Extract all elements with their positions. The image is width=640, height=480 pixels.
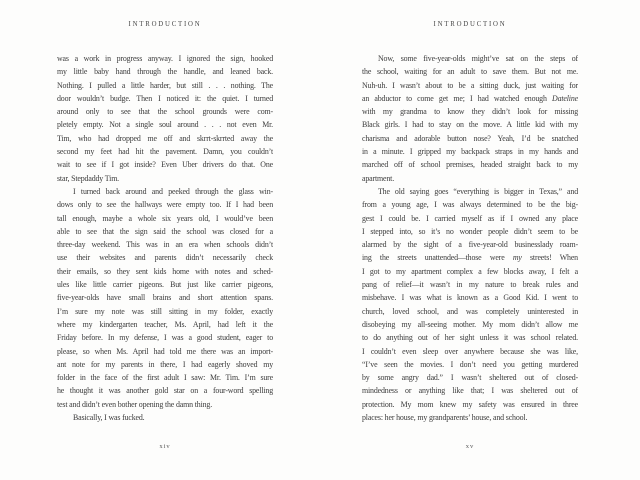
text-line: where my kindergarten teacher, Ms. April, had left it the	[57, 319, 273, 329]
text-line: Nothing. I pulled a little harder, but still . . . nothing. The	[57, 80, 273, 90]
text-line: by some angry dad.” I wasn’t sheltered out of closed-	[362, 373, 578, 383]
text-line: I turned back around and peeked through the glass win-	[73, 186, 273, 196]
text-line: ing the streets unattended—those were my streets! When	[362, 253, 578, 263]
body-text-column	[362, 52, 578, 424]
text-line: Nuh-uh. I wasn’t about to be a sitting duck, just waiting for	[362, 80, 578, 90]
text-line: second my feet had hit the pavement. Damn, you couldn’t	[57, 147, 273, 157]
text-line: with my grandma to know they didn’t look for missing	[362, 107, 578, 117]
text-line: misbehave. I was what is known as a Good Kid. I went to	[362, 293, 578, 303]
book-page-right	[320, 0, 640, 480]
text-line: I’m sure my note was still sitting in my folder, exactly	[57, 306, 273, 316]
text-line: I couldn’t even sleep over anywhere because she was like,	[362, 346, 578, 356]
text-line: alarmed by the sight of a five-year-old businesslady roam-	[362, 240, 578, 250]
text-line: Basically, I was fucked.	[73, 413, 145, 423]
text-line: an abductor to come get me; I had watched enough Dateline	[362, 93, 578, 103]
text-line: Tim, who had dropped me off and skrrt-skrrted away the	[57, 133, 273, 143]
text-line: the school, waiting for an adult to save them. But not me.	[362, 67, 578, 77]
text-line: around only to see that the school grounds were com-	[57, 107, 273, 117]
text-line: pletely empty. Not a single soul around . . . not even Mr.	[57, 120, 273, 130]
text-line: five-year-olds have small brains and short attention spans.	[57, 293, 273, 303]
text-line: Black girls. I had to stay on the move. A little kid with my	[362, 120, 578, 130]
text-line: wait to see if I got inside? Even Uber drivers do that. One	[57, 160, 273, 170]
text-line: ules like little carrier pigeons. But just like carrier pigeons,	[57, 280, 273, 290]
page-number: xv	[465, 443, 475, 450]
running-head: INTRODUCTION	[433, 21, 507, 28]
text-line: folder in the face of the first adult I saw: Mr. Tim. I’m sure	[57, 373, 273, 383]
text-line: The old saying goes “everything is bigger in Texas,” and	[378, 186, 578, 196]
text-line: tall enough, maybe a whole six years old, I would’ve been	[57, 213, 273, 223]
text-line: dows only to see the hallways were empty too. If I had been	[57, 200, 273, 210]
text-line: use their websites and parents didn’t necessarily check	[57, 253, 273, 263]
text-line: disobeying my all-seeing mother. My mom didn’t allow me	[362, 319, 578, 329]
text-line: pang of relief—it wasn’t in my nature to break rules and	[362, 280, 578, 290]
text-line: Now, some five-year-olds might’ve sat on the steps of	[378, 54, 578, 63]
text-line: please, so when Ms. April had told me there was an import-	[57, 346, 273, 356]
text-line: from a young age, I was always determined to be the big-	[362, 200, 578, 210]
text-line: able to see that the sign said the school was closed for a	[57, 226, 273, 236]
text-line: their emails, so they sent kids home with notes and sched-	[57, 266, 273, 276]
text-line: protection. My mom knew my safety was ensured in three	[362, 399, 578, 409]
text-line: Friday before. In my defense, I was a good student, eager to	[57, 333, 273, 343]
page-number: xiv	[159, 443, 171, 450]
text-line: in a minute. I gripped my backpack straps in my hands and	[362, 147, 578, 157]
text-line: gest I could be. I carried myself as if I owned any place	[362, 213, 578, 223]
text-line: charisma and adorable button nose? Yeah, I’d be snatched	[362, 133, 578, 143]
text-line: church, loved school, and was completely uninterested in	[362, 306, 578, 316]
text-line: my little baby hand through the handle, and leaned back.	[57, 67, 273, 77]
text-line: apartment.	[362, 173, 395, 183]
body-text-column	[57, 52, 273, 424]
text-line: mindedness or anything like that; I was sheltered out of	[362, 386, 578, 396]
text-line: places: her house, my grandparents’ house, and school.	[362, 413, 528, 423]
text-line: three-day weekend. This was in an era when schools didn’t	[57, 240, 273, 250]
text-line: was a work in progress anyway. I ignored the sign, hooked	[57, 54, 273, 63]
text-line: he thought it was another gold star on a four-word spelling	[57, 386, 273, 396]
text-line: “I’ve seen the movies. I don’t need you getting murdered	[362, 359, 578, 369]
text-line: ant note for my parents in there, I had eagerly shoved my	[57, 359, 273, 369]
text-line: I got to my apartment complex a few blocks away, I felt a	[362, 266, 578, 276]
text-line: to do anything out of her sight unless it was school related.	[362, 333, 578, 343]
running-head: INTRODUCTION	[128, 21, 202, 28]
text-line: test and didn’t even bother opening the damn thing.	[57, 399, 213, 409]
text-line: marched off of school premises, headed straight back to my	[362, 160, 578, 170]
text-line: door wouldn’t budge. Then I noticed it: the quiet. I turned	[57, 93, 273, 103]
text-line: I stepped into, so it’s no wonder people didn’t seem to be	[362, 226, 578, 236]
text-line: star, Stepdaddy Tim.	[57, 173, 120, 183]
